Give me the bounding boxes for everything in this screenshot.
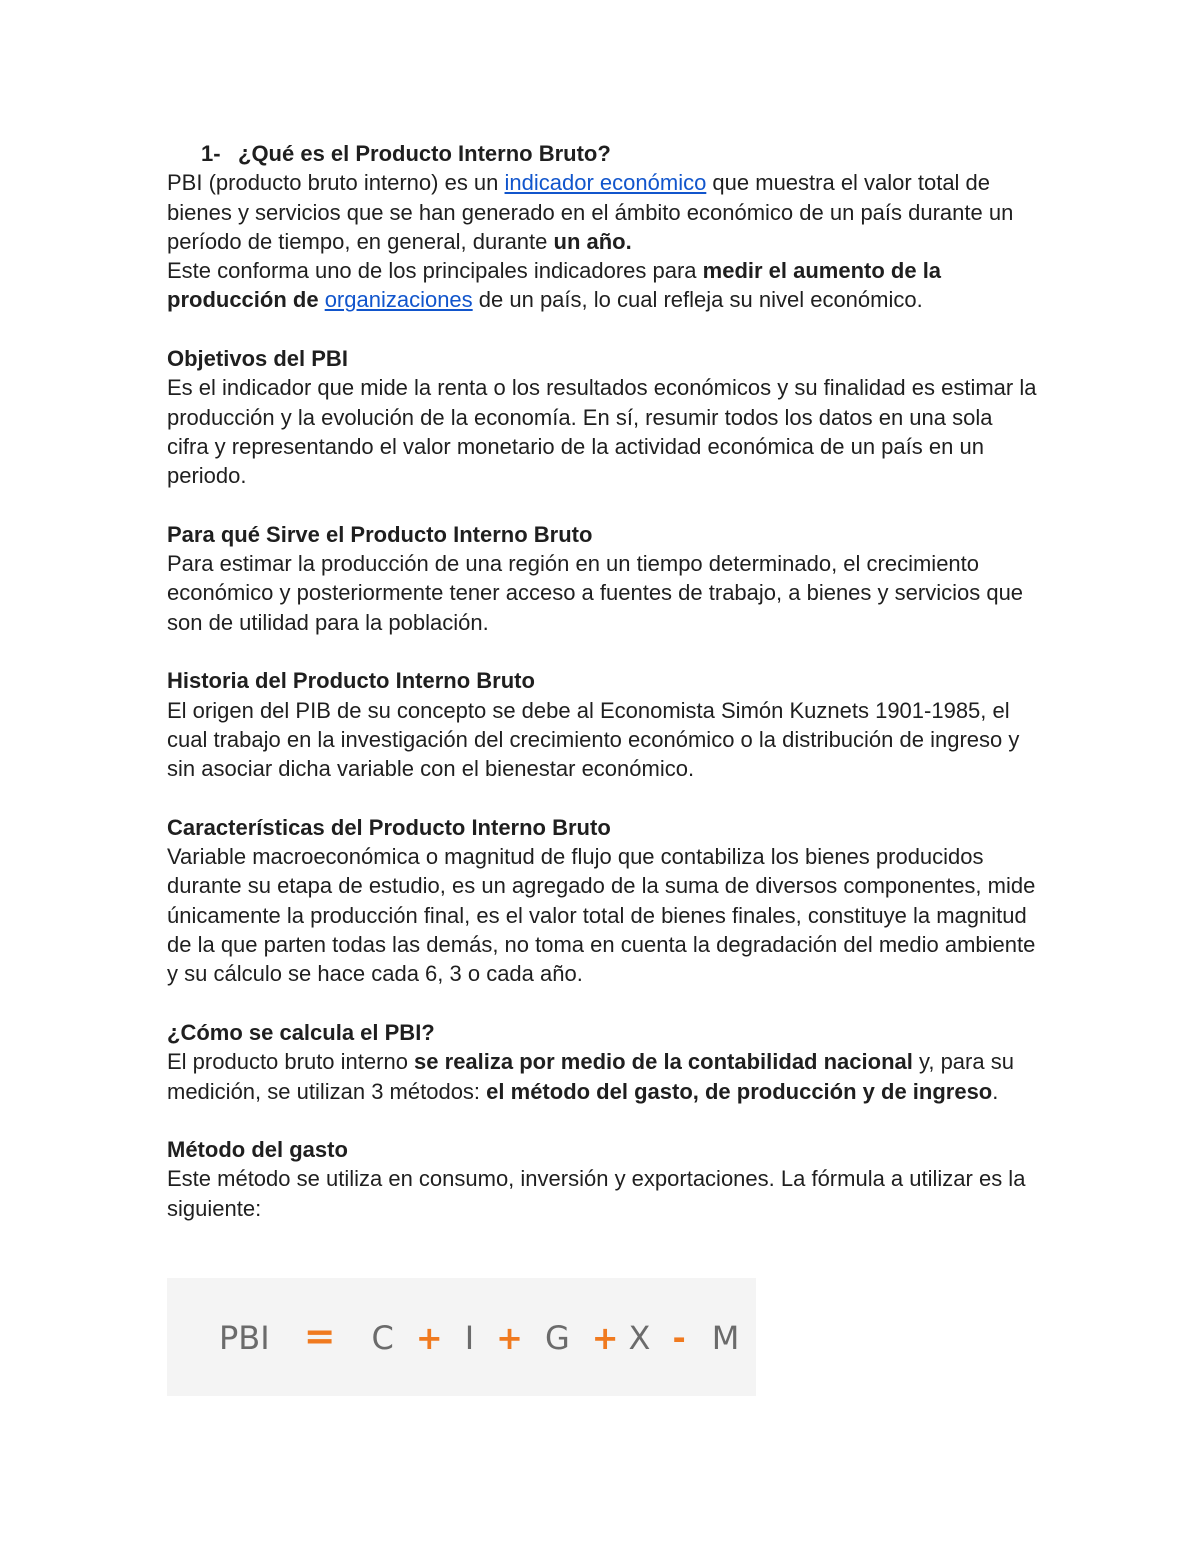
section-number: 1- xyxy=(201,141,221,166)
paragraph-definicion xyxy=(167,168,1037,256)
paragraph-historia: El origen del PIB de su concepto se debe al Economista Simón Kuznets 1901-1985, el cual trabajo en la investigación del crecimiento económico o la distribución de ingreso y sin asociar dicha variable con el bienestar económico. xyxy=(167,697,1020,782)
formula-plus: + xyxy=(496,1319,523,1357)
text-run: y, para su medición, se utilizan 3 métodos: xyxy=(167,1049,1014,1104)
text-run: El producto bruto interno xyxy=(167,1049,415,1075)
text-run: PBI (producto bruto interno) es un xyxy=(167,170,505,196)
formula-term-m: M xyxy=(711,1319,740,1357)
bold-text: el método del gasto, de producción y de ingreso xyxy=(486,1078,993,1104)
formula-term-x: X xyxy=(628,1319,651,1357)
blank-line xyxy=(167,1106,1037,1135)
formula-term-i: I xyxy=(464,1319,475,1357)
heading-objetivos: Objetivos del PBI xyxy=(167,346,348,372)
link-organizaciones[interactable]: organizaciones xyxy=(324,287,473,313)
bold-text: un año. xyxy=(553,228,632,254)
formula-term-g: G xyxy=(544,1319,570,1357)
paragraph-caracteristicas: Variable macroeconómica o magnitud de flujo que contabiliza los bienes producidos durante su etapa de estudio, es un agregado de la suma de diversos componentes, mide únicamente la producción final, es el valor total de bienes finales, constituye la magnitud de la que parten todas las demás, no toma en cuenta la degradación del medio ambiente y su cálculo se hace cada 6, 3 o cada año. xyxy=(167,844,1036,987)
heading-para-que: Para qué Sirve el Producto Interno Bruto xyxy=(167,521,593,547)
blank-line xyxy=(167,784,1037,813)
section-heading-que-es xyxy=(167,139,1037,168)
paragraph-para-que: Para estimar la producción de una región en un tiempo determinado, el crecimiento económico y posteriormente tener acceso a fuentes de trabajo, a bienes y servicios que son de utilidad para la población. xyxy=(167,551,1024,635)
formula-image xyxy=(167,1278,756,1396)
blank-line xyxy=(167,315,1037,344)
formula-minus: - xyxy=(672,1319,686,1357)
document-body xyxy=(167,139,1037,1223)
heading-como-se-calcula: ¿Cómo se calcula el PBI? xyxy=(167,1019,435,1045)
paragraph-como-se-calcula xyxy=(167,1047,1037,1106)
bold-text: medir el aumento de la producción de xyxy=(167,258,942,313)
heading-caracteristicas: Características del Producto Interno Bruto xyxy=(167,814,611,840)
formula-equals: = xyxy=(303,1314,336,1358)
section-title: ¿Qué es el Producto Interno Bruto? xyxy=(238,141,611,166)
formula-term-c: C xyxy=(371,1319,394,1357)
bold-text: se realiza por medio de la contabilidad nacional xyxy=(414,1049,913,1075)
paragraph-metodo-del-gasto: Este método se utiliza en consumo, inversión y exportaciones. La fórmula a utilizar es la siguiente: xyxy=(167,1166,1026,1221)
blank-line xyxy=(167,989,1037,1018)
text-run: que muestra el valor total de bienes y servicios que se han generado en el ámbito económico de un país durante un período de tiempo, en general, durante xyxy=(167,170,1014,254)
paragraph-indicadores xyxy=(167,256,1037,315)
heading-historia: Historia del Producto Interno Bruto xyxy=(167,668,535,694)
formula-term-pbi: PBI xyxy=(219,1319,270,1357)
blank-line xyxy=(167,491,1037,520)
blank-line xyxy=(167,637,1037,666)
text-run: . xyxy=(992,1078,999,1104)
link-indicador-economico[interactable]: indicador económico xyxy=(504,170,707,196)
heading-metodo-del-gasto: Método del gasto xyxy=(167,1137,348,1163)
paragraph-objetivos: Es el indicador que mide la renta o los resultados económicos y su finalidad es estimar la producción y la evolución de la economía. En sí, resumir todos los datos en una sola cifra y representando el valor monetario de la actividad económica de un país en un periodo. xyxy=(167,375,1037,489)
formula-pbi xyxy=(219,1316,739,1358)
formula-plus: + xyxy=(591,1319,619,1357)
text-run: Este conforma uno de los principales indicadores para xyxy=(167,258,703,284)
text-run: de un país, lo cual refleja su nivel económico. xyxy=(472,287,923,313)
formula-plus: + xyxy=(415,1319,443,1357)
